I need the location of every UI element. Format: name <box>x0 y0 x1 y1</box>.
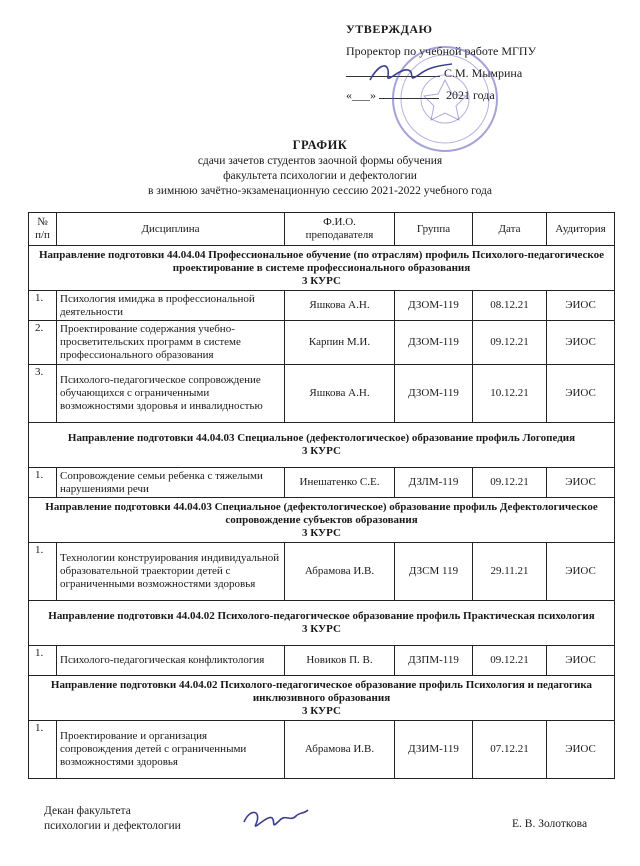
row-room: ЭИОС <box>547 291 615 321</box>
row-discipline: Психолого-педагогическое сопровождение обучающихся с ограниченными возможностями здоровья и инвалидностью <box>57 365 285 423</box>
approval-date-prefix: «___» <box>346 88 376 102</box>
header-room: Аудитория <box>547 213 615 246</box>
table-row <box>29 646 615 676</box>
header-group: Группа <box>395 213 473 246</box>
section-header <box>29 423 615 468</box>
section-course: 3 КУРС <box>302 274 341 287</box>
dean-signature-icon <box>240 802 310 836</box>
row-discipline: Сопровождение семьи ребенка с тяжелыми нарушениями речи <box>57 468 285 498</box>
row-room: ЭИОС <box>547 721 615 779</box>
row-group: ДЗПМ-119 <box>395 646 473 676</box>
row-room: ЭИОС <box>547 646 615 676</box>
row-room: ЭИОС <box>547 543 615 601</box>
row-teacher: Новиков П. В. <box>285 646 395 676</box>
row-group: ДЗЛМ-119 <box>395 468 473 498</box>
header-date: Дата <box>473 213 547 246</box>
header-discipline: Дисциплина <box>57 213 285 246</box>
document-heading <box>0 136 640 199</box>
table-row <box>29 721 615 779</box>
heading-line-3: в зимнюю зачётно-экзаменационную сессию 2021-2022 учебного года <box>148 185 492 197</box>
row-date: 09.12.21 <box>473 646 547 676</box>
row-num: 1. <box>29 721 57 779</box>
table-row <box>29 291 615 321</box>
row-teacher: Абрамова И.В. <box>285 721 395 779</box>
approval-position: Проректор по учебной работе МГПУ <box>346 44 537 58</box>
section-course: 3 КУРС <box>302 526 341 539</box>
document-title: ГРАФИК <box>292 138 348 152</box>
row-discipline: Психология имиджа в профессиональной деятельности <box>57 291 285 321</box>
approval-signer: С.М. Мымрина <box>444 66 523 80</box>
row-room: ЭИОС <box>547 365 615 423</box>
row-group: ДЗСМ 119 <box>395 543 473 601</box>
section-course: 3 КУРС <box>302 623 341 635</box>
dean-position <box>44 804 181 834</box>
row-date: 08.12.21 <box>473 291 547 321</box>
row-group: ДЗОМ-119 <box>395 291 473 321</box>
section-header <box>29 676 615 721</box>
table-row <box>29 365 615 423</box>
row-num: 1. <box>29 291 57 321</box>
header-num: № п/п <box>29 213 57 246</box>
approval-title: УТВЕРЖДАЮ <box>346 22 433 36</box>
row-teacher: Яшкова А.Н. <box>285 365 395 423</box>
row-room: ЭИОС <box>547 468 615 498</box>
row-teacher: Абрамова И.В. <box>285 543 395 601</box>
row-discipline: Проектирование и организация сопровождения детей с ограниченными возможностями здоровья <box>57 721 285 779</box>
header-teacher: Ф.И.О. преподавателя <box>285 213 395 246</box>
row-room: ЭИОС <box>547 321 615 365</box>
row-num: 1. <box>29 543 57 601</box>
row-teacher: Инешатенко С.Е. <box>285 468 395 498</box>
row-date: 07.12.21 <box>473 721 547 779</box>
row-num: 2. <box>29 321 57 365</box>
schedule-table <box>28 212 615 779</box>
table-row <box>29 321 615 365</box>
section-title: Направление подготовки 44.04.02 Психолого-педагогическое образование профиль Практическая психология <box>48 610 595 622</box>
section-header <box>29 498 615 543</box>
row-group: ДЗОМ-119 <box>395 365 473 423</box>
dean-position-line-2: психологии и дефектологии <box>44 820 181 832</box>
row-num: 1. <box>29 468 57 498</box>
heading-line-2: факультета психологии и дефектологии <box>223 170 417 182</box>
section-title: Направление подготовки 44.04.03 Специальное (дефектологическое) образование профиль Дефектологическое сопровождение субъектов образования <box>45 500 598 526</box>
heading-line-1: сдачи зачетов студентов заочной формы обучения <box>197 155 443 167</box>
row-teacher: Карпин М.И. <box>285 321 395 365</box>
section-course: 3 КУРС <box>302 445 341 457</box>
row-discipline: Проектирование содержания учебно-просветительских программ в системе профессионального образования <box>57 321 285 365</box>
row-teacher: Яшкова А.Н. <box>285 291 395 321</box>
row-group: ДЗИМ-119 <box>395 721 473 779</box>
section-header <box>29 246 615 291</box>
row-group: ДЗОМ-119 <box>395 321 473 365</box>
section-course: 3 КУРС <box>302 704 341 717</box>
dean-name: Е. В. Золоткова <box>512 818 588 830</box>
row-discipline: Технологии конструирования индивидуальной образовательной траектории детей с ограниченными возможностями здоровья <box>57 543 285 601</box>
section-title: Направление подготовки 44.04.02 Психолого-педагогическое образование профиль Психология и педагогика инклюзивного образования <box>50 678 593 704</box>
approval-date-suffix: 2021 года <box>446 88 495 102</box>
table-row <box>29 468 615 498</box>
row-date: 29.11.21 <box>473 543 547 601</box>
table-header-row <box>29 213 615 246</box>
row-date: 09.12.21 <box>473 321 547 365</box>
dean-position-line-1: Декан факультета <box>44 805 131 817</box>
row-num: 1. <box>29 646 57 676</box>
row-discipline: Психолого-педагогическая конфликтология <box>57 646 285 676</box>
section-title: Направление подготовки 44.04.04 Профессиональное обучение (по отраслям) профиль Психолого-педагогическое проектирование в системе профессионального образования <box>38 248 604 274</box>
section-header <box>29 601 615 646</box>
approval-signature-icon <box>366 58 456 88</box>
row-date: 10.12.21 <box>473 365 547 423</box>
row-date: 09.12.21 <box>473 468 547 498</box>
table-row <box>29 543 615 601</box>
section-title: Направление подготовки 44.04.03 Специальное (дефектологическое) образование профиль Логопедия <box>67 432 576 444</box>
row-num: 3. <box>29 365 57 423</box>
